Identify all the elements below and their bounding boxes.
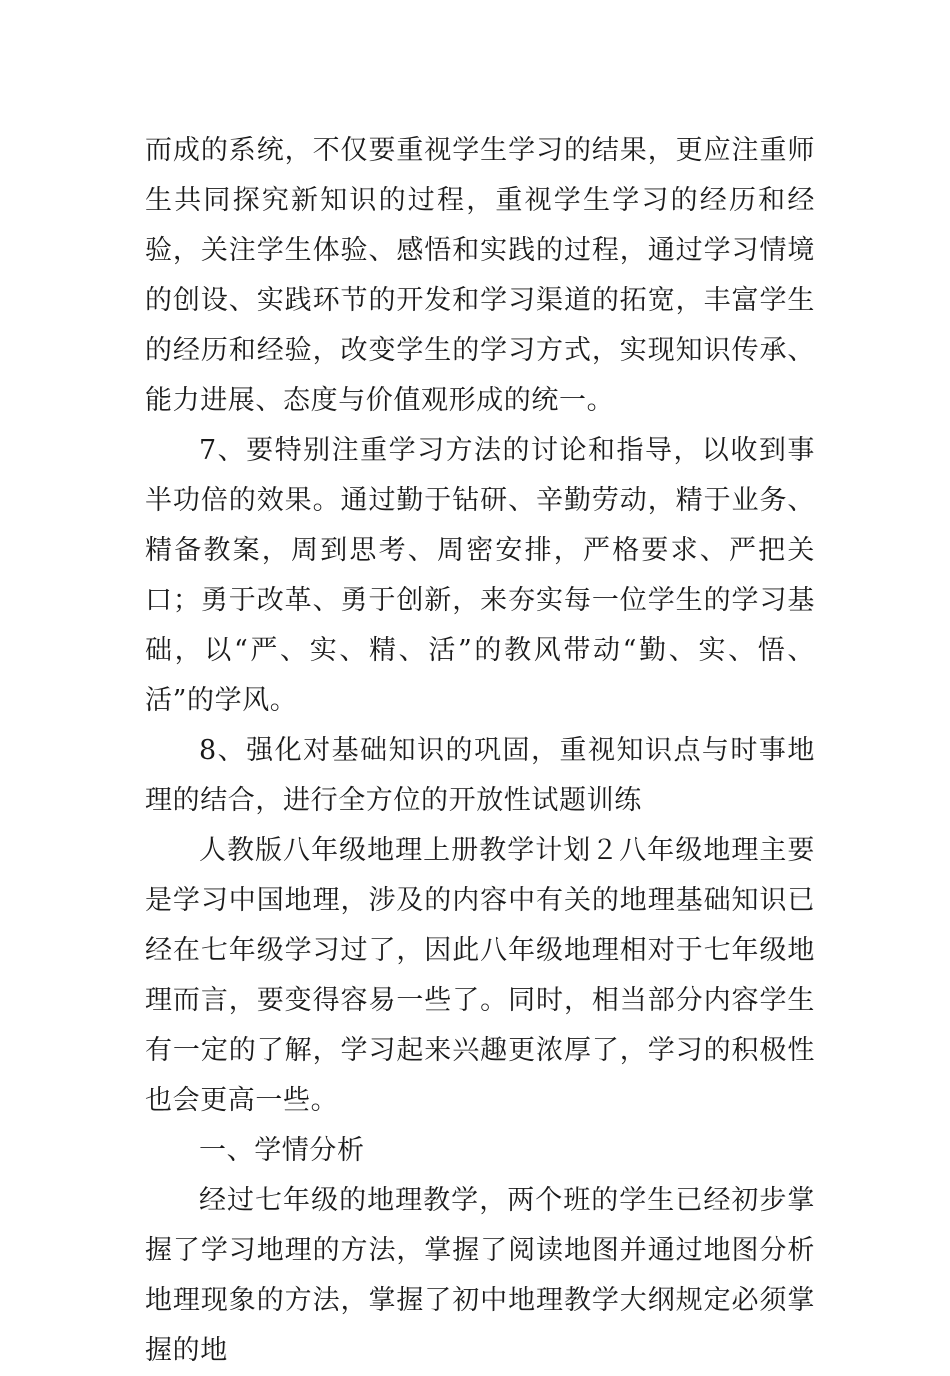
paragraph-5: 经过七年级的地理教学，两个班的学生已经初步掌握了学习地理的方法，掌握了阅读地图并通过地图分析地理现象的方法，掌握了初中地理教学大纲规定必须掌握的地: [145, 1185, 815, 1366]
paragraph-4: 人教版八年级地理上册教学计划２八年级地理主要是学习中国地理，涉及的内容中有关的地理基础知识已经在七年级学习过了，因此八年级地理相对于七年级地理而言，要变得容易一些了。同时，相当部分内容学生有一定的了解，学习起来兴趣更浓厚了，学习的积极性也会更高一些。: [145, 835, 815, 1116]
paragraph-1: 而成的系统，不仅要重视学生学习的结果，更应注重师生共同探究新知识的过程，重视学生学习的经历和经验，关注学生体验、感悟和实践的过程，通过学习情境的创设、实践环节的开发和学习渠道的拓宽，丰富学生的经历和经验，改变学生的学习方式，实现知识传承、能力进展、态度与价值观形成的统一。: [145, 135, 815, 416]
document-body: [145, 126, 815, 1376]
paragraph-3: 8、强化对基础知识的巩固，重视知识点与时事地理的结合，进行全方位的开放性试题训练: [145, 735, 815, 816]
section-heading: 一、学情分析: [199, 1135, 365, 1166]
paragraph-2: 7、要特别注重学习方法的讨论和指导，以收到事半功倍的效果。通过勤于钻研、辛勤劳动，精于业务、精备教案，周到思考、周密安排，严格要求、严把关口；勇于改革、勇于创新，来夯实每一位学生的学习基础，以“严、实、精、活”的教风带动“勤、实、悟、活”的学风。: [145, 435, 815, 716]
